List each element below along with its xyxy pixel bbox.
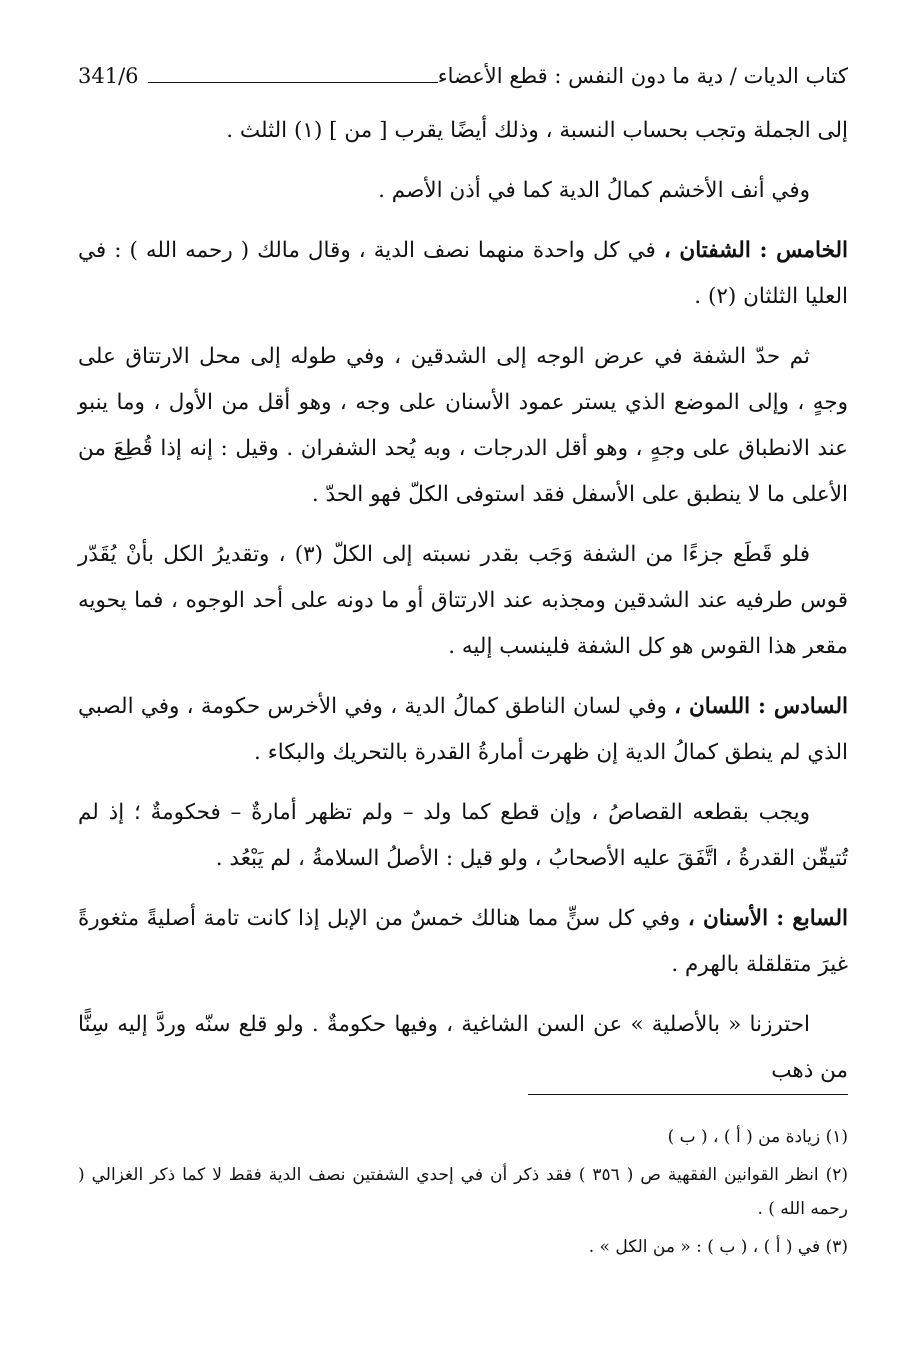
footnote-separator [528,1094,848,1095]
main-text [78,108,848,1094]
paragraph-text: وفي لسان الناطق كمالُ الدية ، وفي الأخرس حكومة ، وفي الصبي الذي لم ينطق كمالُ الدية إن ظهرت أمارةُ القدرة بالتحريك والبكاء . [78,694,848,765]
paragraph-text: احترزنا « بالأصلية » عن السن الشاغية ، وفيها حكومةٌ . ولو قلع سنّه وردَّ إليه سِنًّا من ذهب [78,1012,848,1083]
paragraph-text: فلو قَطَع جزءًا من الشفة وَجَب بقدر نسبته إلى الكلّ (٣) ، وتقديرُ الكل بأنْ يُقَدّر قوس طرفيه عند الشدقين ومجذبه عند الارتتاق أو ما دونه على أحد الوجوه ، فما يحويه مقعر هذا القوس هو كل الشفة فلينسب إليه . [78,542,848,659]
page-number: 341/6 [78,64,139,88]
section-heading: السادس : اللسان ، [674,694,848,719]
section-heading: السابع : الأسنان ، [687,906,849,931]
paragraph-6 [78,684,848,776]
paragraph-text: وفي أنف الأخشم كمالُ الدية كما في أذن الأصم . [378,178,810,203]
paragraph-8 [78,896,848,988]
paragraph-text: ثم حدّ الشفة في عرض الوجه إلى الشدقين ، وفي طوله إلى محل الارتتاق على وجهٍ ، وإلى الموضع الذي يستر عمود الأسنان على وجه ، وهو أقل من الأول ، وما ينبو عند الانطباق على وجهٍ ، وهو أقل الدرجات ، وبه يُحد الشفران . وقيل : إنه إذا قُطِعَ من الأعلى ما لا ينطبق على الأسفل فقد استوفى الكلّ فهو الحدّ . [78,344,848,507]
paragraph-9 [78,1002,848,1094]
section-heading: الخامس : الشفتان ، [663,238,848,263]
paragraph-1 [78,108,848,154]
footnote-3: (٣) في ( أ ) ، ( ب ) : « من الكل » . [588,1237,848,1257]
paragraph-7 [78,790,848,882]
header-rule [148,82,438,83]
paragraph-text: في كل واحدة منهما نصف الدية ، وقال مالك ( رحمه الله ) : في العليا الثلثان (٢) . [78,238,848,309]
running-header [78,58,848,98]
paragraph-2 [78,168,848,214]
paragraph-text: وفي كل سنٍّ مما هنالك خمسٌ من الإبل إذا كانت تامة أصليةً مثغورةً غيرَ متقلقلة بالهرم . [78,906,848,977]
footnote-2: (٢) انظر القوانين الفقهية ص ( ٣٥٦ ) فقد ذكر أن في إحدي الشفتين نصف الدية فقط لا كما ذكر الغزالي ( رحمه الله ) . [78,1165,849,1219]
paragraph-3 [78,228,848,320]
footnote-1: (١) زيادة من ( أ ) ، ( ب ) [667,1127,848,1147]
paragraph-5 [78,532,848,670]
book-page [78,58,848,1318]
footnotes [78,1120,848,1268]
paragraph-text: ويجب بقطعه القصاصُ ، وإن قطع كما ولد – ولم تظهر أمارةٌ – فحكومةٌ ؛ إذ لم تُتيقّن القدرةُ ، اتَّفَقَ عليه الأصحابُ ، ولو قيل : الأصلُ السلامةُ ، لم يَبْعُد . [78,800,848,871]
paragraph-4 [78,334,848,518]
header-title: كتاب الديات / دية ما دون النفس : قطع الأعضاء [437,64,848,88]
paragraph-text: إلى الجملة وتجب بحساب النسبة ، وذلك أيضًا يقرب [ من ] (١) الثلث . [226,118,848,143]
